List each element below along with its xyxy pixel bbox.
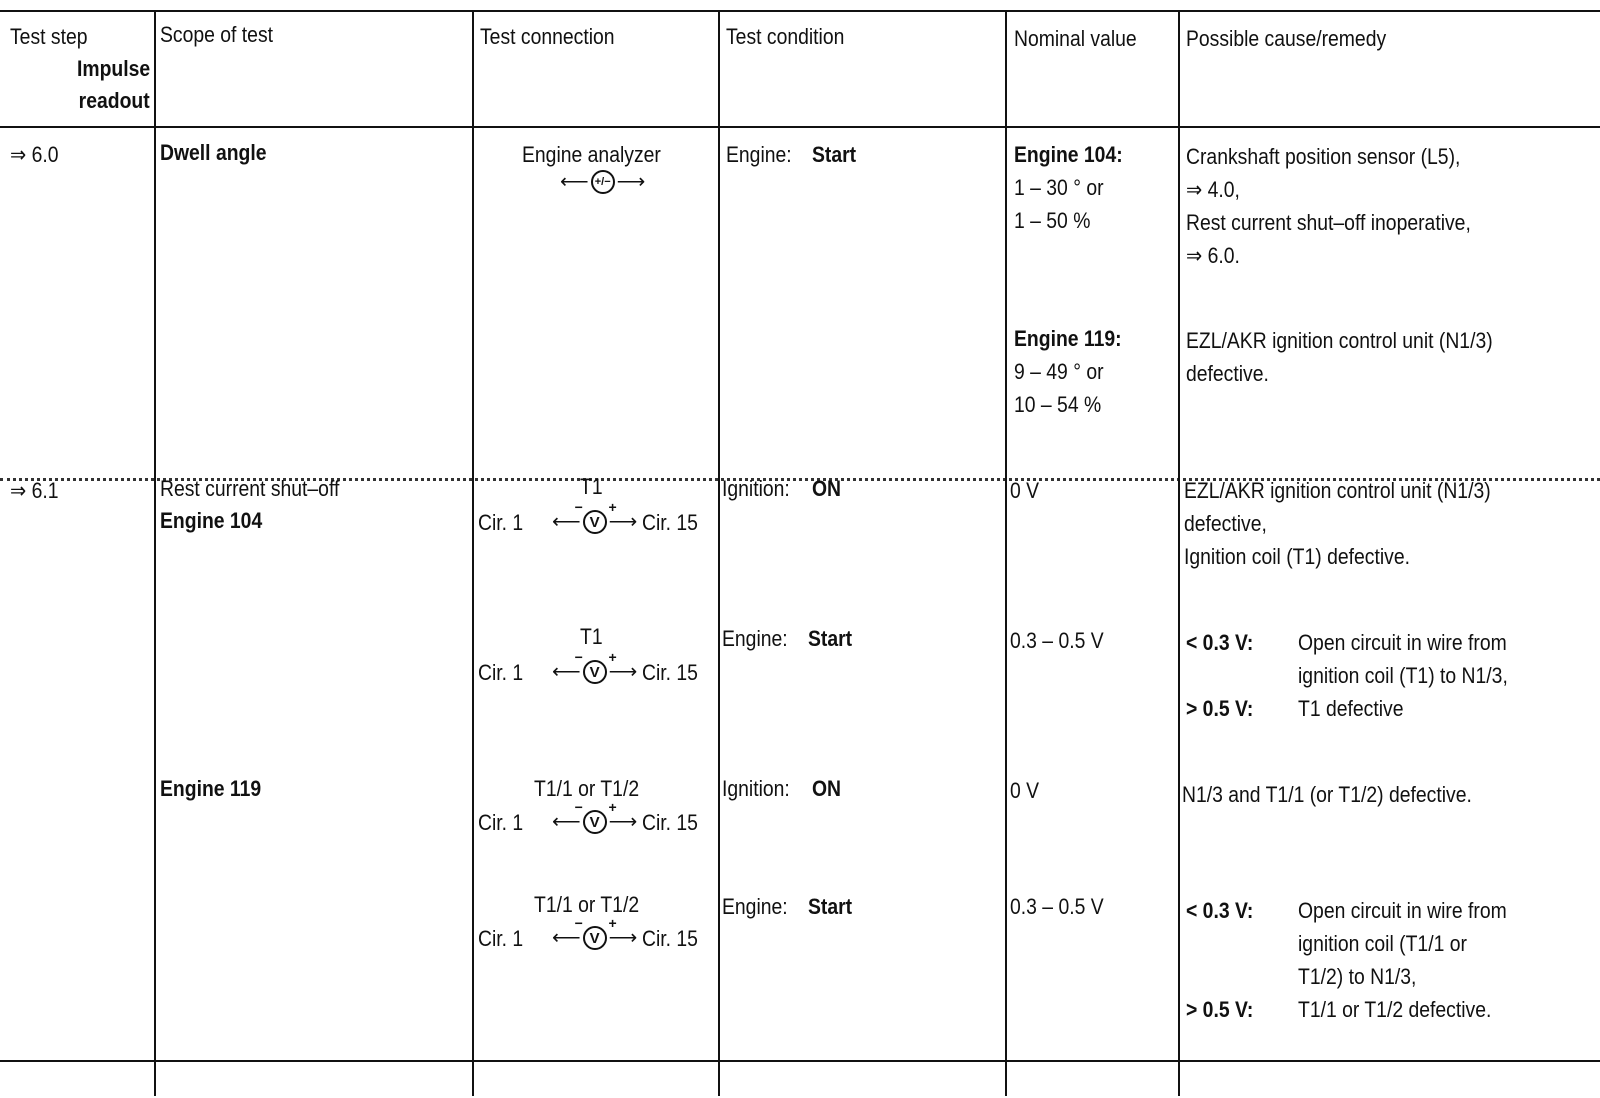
step-6-0: ⇒ 6.0 bbox=[10, 142, 59, 167]
column-divider bbox=[718, 10, 720, 1096]
connection-label: T1/1 or T1/2 bbox=[534, 776, 640, 801]
condition-key: Ignition: bbox=[722, 776, 790, 801]
minus-sign: − bbox=[574, 499, 583, 515]
plus-sign: + bbox=[608, 499, 617, 515]
arrow-right-icon: ⟶ bbox=[608, 661, 638, 683]
voltmeter-icon bbox=[552, 649, 638, 684]
condition-value: ON bbox=[812, 476, 842, 501]
column-divider bbox=[154, 10, 156, 1096]
cause-threshold-high: > 0.5 V: bbox=[1186, 997, 1254, 1022]
arrow-left-icon: ⟵ bbox=[560, 171, 589, 193]
cause-line: T1/1 or T1/2 defective. bbox=[1298, 997, 1492, 1022]
cause-line: Ignition coil (T1) defective. bbox=[1184, 544, 1410, 569]
cause-line: defective. bbox=[1186, 361, 1269, 386]
scope-rest-current: Rest current shut–off bbox=[160, 476, 340, 501]
nominal-engine-119-head: Engine 119: bbox=[1014, 326, 1122, 351]
connection-left: Cir. 1 bbox=[478, 926, 524, 951]
voltmeter-icon bbox=[552, 499, 638, 534]
arrow-left-icon: ⟵ bbox=[552, 511, 581, 533]
cause-threshold-low: < 0.3 V: bbox=[1186, 898, 1254, 923]
connection-left: Cir. 1 bbox=[478, 510, 524, 535]
header-condition: Test condition bbox=[726, 24, 845, 49]
condition-value: Start bbox=[812, 142, 857, 167]
connection-left: Cir. 1 bbox=[478, 810, 524, 835]
connection-label: T1 bbox=[580, 624, 603, 649]
arrow-left-icon: ⟵ bbox=[552, 661, 581, 683]
column-divider bbox=[472, 10, 474, 1096]
arrow-right-icon: ⟶ bbox=[616, 171, 646, 193]
cause-line: ignition coil (T1/1 or bbox=[1298, 931, 1467, 956]
condition-key: Engine: bbox=[722, 626, 788, 651]
column-divider bbox=[1005, 10, 1007, 1096]
cause-line: T1 defective bbox=[1298, 696, 1404, 721]
cause-line: ⇒ 6.0. bbox=[1186, 243, 1240, 268]
plus-sign: + bbox=[608, 799, 617, 815]
connection-right: Cir. 15 bbox=[642, 810, 698, 835]
nominal-engine-104-line: 1 – 50 % bbox=[1014, 208, 1091, 233]
connection-left: Cir. 1 bbox=[478, 660, 524, 685]
meter-letter: V bbox=[589, 813, 600, 831]
cause-line: N1/3 and T1/1 (or T1/2) defective. bbox=[1182, 782, 1472, 807]
condition-key: Engine: bbox=[722, 894, 788, 919]
connection-right: Cir. 15 bbox=[642, 660, 698, 685]
voltmeter-symbol bbox=[574, 649, 617, 684]
cause-line: Open circuit in wire from bbox=[1298, 898, 1507, 923]
meter-letter: V bbox=[589, 513, 600, 531]
condition-value: Start bbox=[808, 894, 853, 919]
condition-value: ON bbox=[812, 776, 842, 801]
cause-line: EZL/AKR ignition control unit (N1/3) bbox=[1184, 478, 1491, 503]
nominal-engine-104-line: 1 – 30 ° or bbox=[1014, 175, 1104, 200]
arrow-right-icon: ⟶ bbox=[608, 927, 638, 949]
arrow-right-icon: ⟶ bbox=[608, 811, 638, 833]
voltmeter-symbol bbox=[574, 799, 617, 834]
connection-right: Cir. 15 bbox=[642, 510, 698, 535]
connection-right: Cir. 15 bbox=[642, 926, 698, 951]
header-cause: Possible cause/remedy bbox=[1186, 26, 1387, 51]
nominal-value: 0.3 – 0.5 V bbox=[1010, 894, 1104, 919]
header-nominal: Nominal value bbox=[1014, 26, 1137, 51]
table-bottom-border bbox=[0, 1060, 1600, 1062]
meter-letter: V bbox=[589, 929, 600, 947]
cause-line: Crankshaft position sensor (L5), bbox=[1186, 144, 1461, 169]
arrow-left-icon: ⟵ bbox=[552, 811, 581, 833]
header-connection: Test connection bbox=[480, 24, 615, 49]
table-top-border bbox=[0, 10, 1600, 12]
engine-analyzer-icon bbox=[560, 170, 645, 194]
step-6-1: ⇒ 6.1 bbox=[10, 478, 59, 503]
nominal-value: 0.3 – 0.5 V bbox=[1010, 628, 1104, 653]
cause-line: ignition coil (T1) to N1/3, bbox=[1298, 663, 1508, 688]
cause-line: Rest current shut–off inoperative, bbox=[1186, 210, 1471, 235]
nominal-value: 0 V bbox=[1010, 478, 1040, 503]
scope-engine-119: Engine 119 bbox=[160, 776, 262, 801]
header-impulse: Impulse bbox=[76, 56, 150, 81]
condition-key: Ignition: bbox=[722, 476, 790, 501]
header-test-step: Test step bbox=[10, 24, 88, 49]
nominal-value: 0 V bbox=[1010, 778, 1040, 803]
cause-line: ⇒ 4.0, bbox=[1186, 177, 1240, 202]
voltmeter-symbol bbox=[574, 499, 617, 534]
cause-line: defective, bbox=[1184, 511, 1267, 536]
header-scope: Scope of test bbox=[160, 22, 274, 47]
minus-sign: − bbox=[574, 649, 583, 665]
minus-sign: − bbox=[574, 915, 583, 931]
connection-label: T1 bbox=[580, 474, 603, 499]
connection-label: T1/1 or T1/2 bbox=[534, 892, 640, 917]
plus-sign: + bbox=[608, 915, 617, 931]
voltmeter-icon bbox=[552, 799, 638, 834]
nominal-engine-119-line: 10 – 54 % bbox=[1014, 392, 1102, 417]
condition-value: Start bbox=[808, 626, 853, 651]
scope-dwell-angle: Dwell angle bbox=[160, 140, 267, 165]
header-readout: readout bbox=[78, 88, 150, 113]
cause-threshold-low: < 0.3 V: bbox=[1186, 630, 1254, 655]
cause-line: EZL/AKR ignition control unit (N1/3) bbox=[1186, 328, 1493, 353]
scope-engine-104: Engine 104 bbox=[160, 508, 263, 533]
arrow-right-icon: ⟶ bbox=[608, 511, 638, 533]
voltmeter-symbol bbox=[574, 915, 617, 950]
nominal-engine-104-head: Engine 104: bbox=[1014, 142, 1123, 167]
voltmeter-icon bbox=[552, 915, 638, 950]
plus-sign: + bbox=[608, 649, 617, 665]
column-divider bbox=[1178, 10, 1180, 1096]
header-bottom-border bbox=[0, 126, 1600, 128]
cause-line: T1/2) to N1/3, bbox=[1298, 964, 1417, 989]
condition-key: Engine: bbox=[726, 142, 792, 167]
cause-line: Open circuit in wire from bbox=[1298, 630, 1507, 655]
meter-letter: V bbox=[589, 663, 600, 681]
nominal-engine-119-line: 9 – 49 ° or bbox=[1014, 359, 1104, 384]
analyzer-symbol: +/− bbox=[591, 170, 615, 194]
minus-sign: − bbox=[574, 799, 583, 815]
arrow-left-icon: ⟵ bbox=[552, 927, 581, 949]
cause-threshold-high: > 0.5 V: bbox=[1186, 696, 1254, 721]
connection-engine-analyzer: Engine analyzer bbox=[522, 142, 661, 167]
